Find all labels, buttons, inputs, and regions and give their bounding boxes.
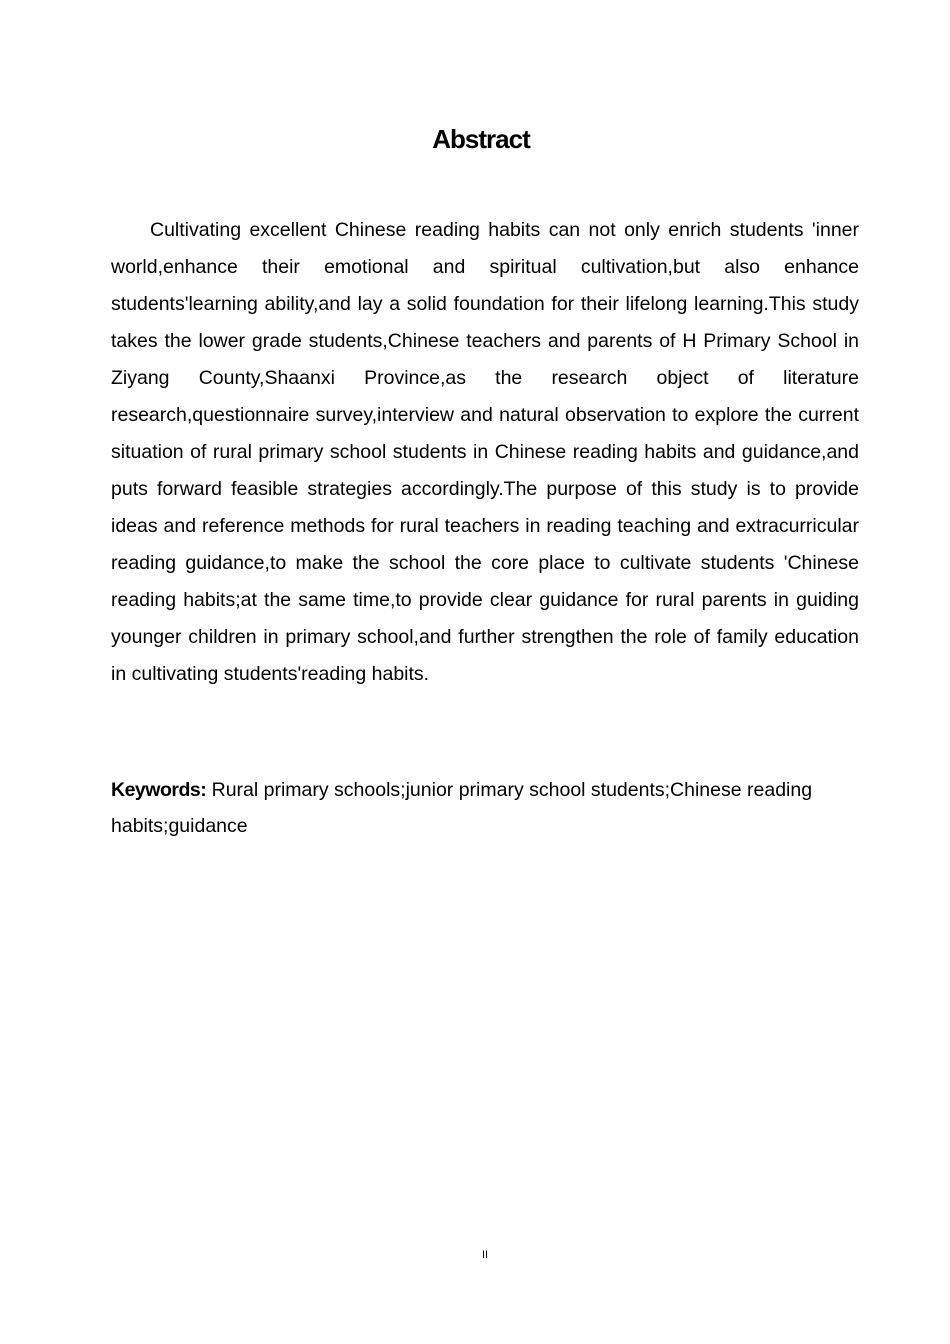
keywords-text: Rural primary schools;junior primary school students;Chinese reading habits;guidance	[111, 779, 813, 837]
abstract-title: Abstract	[432, 124, 530, 154]
page-number: II	[481, 1249, 489, 1261]
keywords-label: Keywords:	[111, 779, 207, 801]
abstract-body: Cultivating excellent Chinese reading habits can not only enrich students 'inner world,enhance their emotional and spiritual cultivation,but also enhance students'learning ability,and lay a solid foundation for their lifelong learning.This study takes the lower grade students,Chinese teachers and parents of H Primary School in Ziyang County,Shaanxi Province,as the research object of literature research,questionnaire survey,interview and natural observation to explore the current situation of rural primary school students in Chinese reading habits and guidance,and puts forward feasible strategies accordingly.The purpose of this study is to provide ideas and reference methods for rural teachers in reading teaching and extracurricular reading guidance,to make the school the core place to cultivate students 'Chinese reading habits;at the same time,to provide clear guidance for rural parents in guiding younger children in primary school,and further strengthen the role of family education in cultivating students'reading habits.	[111, 219, 859, 685]
keywords-line	[111, 772, 859, 844]
